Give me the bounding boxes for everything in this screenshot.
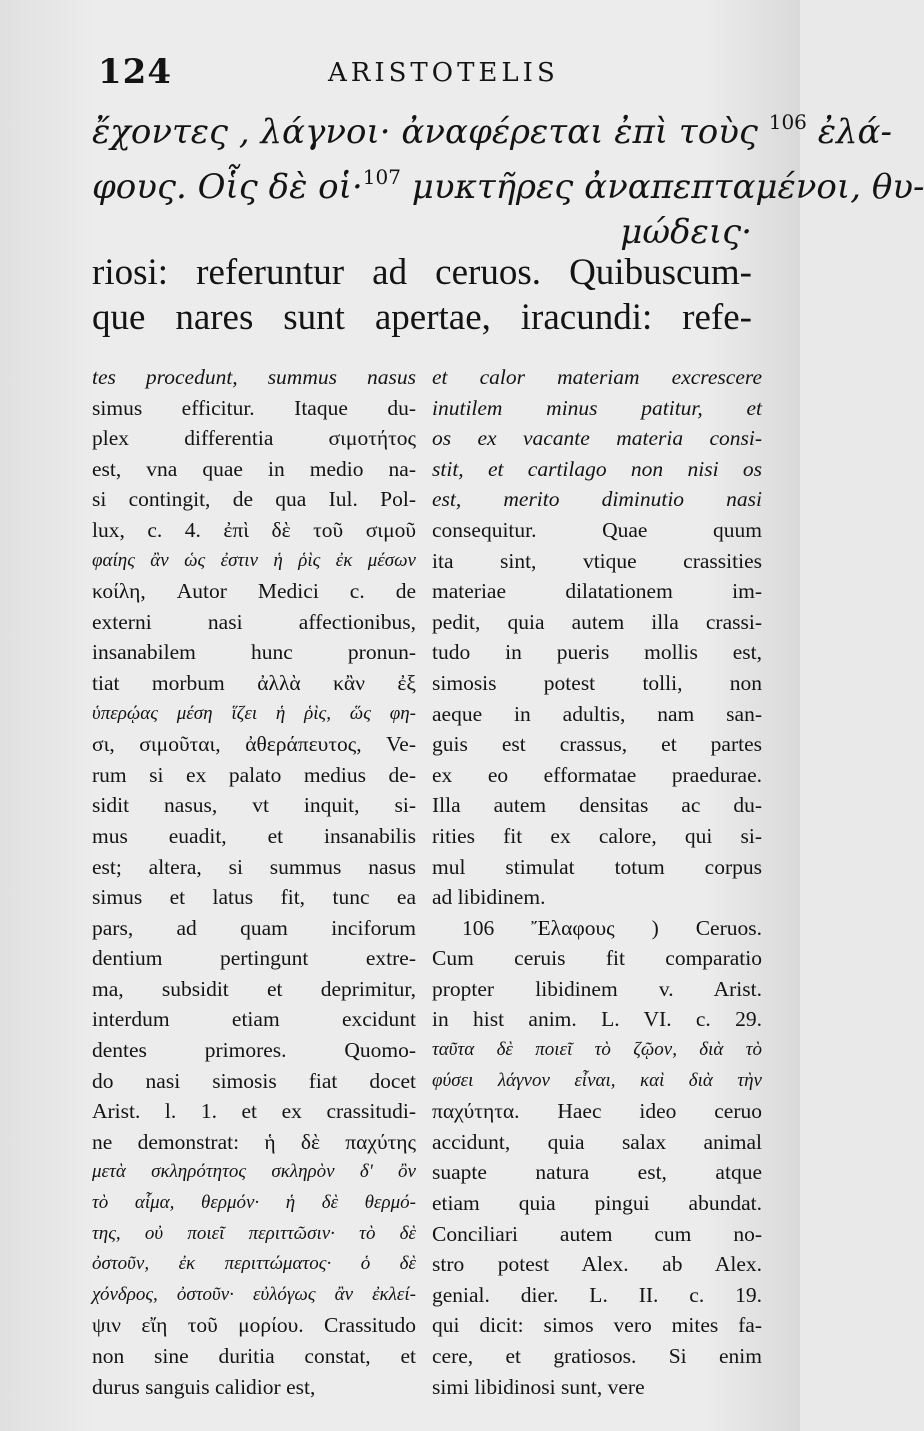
note-line: Illa autem densitas ac du-: [432, 793, 762, 818]
notes-column-left: [92, 362, 416, 1402]
note-line: etiam quia pingui abundat.: [432, 1191, 762, 1216]
note-line: est; altera, si summus nasus: [92, 854, 416, 879]
note-line: dentes primores. Quomo-: [92, 1038, 416, 1063]
note-line: pars, ad quam inciforum: [92, 915, 416, 940]
note-line: ita sint, vtique crassities: [432, 548, 762, 573]
note-line: in hist anim. L. VI. c. 29.: [432, 1007, 762, 1032]
note-line: σι, σιμοῦται, ἀθεράπευτος, Ve-: [92, 732, 416, 757]
note-line: accidunt, quia salax animal: [432, 1129, 762, 1154]
greek-line: ἔχοντες , λάγνοι· ἀναφέρεται ἐπὶ τοὺς $^{106}$ ἐλά-: [92, 110, 892, 152]
note-line: ma, subsidit et deprimitur,: [92, 976, 416, 1001]
note-line: aeque in adultis, nam san-: [432, 701, 762, 726]
note-line: suapte natura est, atque: [432, 1160, 762, 1185]
note-line: durus sanguis calidior est,: [92, 1374, 316, 1399]
note-line: os ex vacante materia consi-: [432, 426, 762, 451]
note-line: do nasi simosis fiat docet: [92, 1068, 416, 1093]
note-line: plex differentia σιμοτήτος: [92, 426, 416, 451]
note-line: sidit nasus, vt inquit, si-: [92, 793, 416, 818]
note-line: tiat morbum ἀλλὰ κἂν ἐξ: [92, 670, 416, 695]
notes-column-right: [432, 362, 762, 1402]
note-line: simi libidinosi sunt, vere: [432, 1374, 645, 1399]
note-line: simus efficitur. Itaque du-: [92, 395, 416, 420]
note-line: simosis potest tolli, non: [432, 670, 762, 695]
note-line: simus et latus fit, tunc ea: [92, 885, 416, 910]
greek-line: φους. Οἷς δὲ οἱ·$^{107}$ μυκτῆρες ἀναπεπταμένοι, θυ-: [92, 165, 924, 207]
note-line: est, merito diminutio nasi: [432, 487, 762, 512]
note-line: ad libidinem.: [432, 885, 546, 910]
note-line: τὸ αἷμα, θερμόν· ἡ δὲ θερμό-: [92, 1192, 416, 1214]
running-title: ARISTOTELIS: [328, 58, 559, 88]
note-line: μετὰ σκληρότητος σκληρὸν δ' ὂν: [92, 1161, 416, 1183]
latin-translation: [92, 250, 752, 340]
note-line: qui dicit: simos vero mites fa-: [432, 1313, 762, 1338]
note-line: Arist. l. 1. et ex crassitudi-: [92, 1099, 416, 1124]
note-line: κοίλη, Autor Medici c. de: [92, 579, 416, 604]
note-line: cere, et gratiosos. Si enim: [432, 1344, 762, 1368]
note-line: ὑπερῴας μέση ἵζει ἡ ῥὶς, ὥς φη-: [92, 702, 416, 724]
note-line: mus euadit, et insanabilis: [92, 823, 416, 848]
note-line: stit, et cartilago non nisi os: [432, 456, 762, 481]
note-line: pedit, quia autem illa crassi-: [432, 609, 762, 634]
note-line: χόνδρος, ὀστοῦν· εὐλόγως ἂν ἐκλεί-: [92, 1283, 416, 1305]
note-line: της, οὐ ποιεῖ περιττῶσιν· τὸ δὲ: [92, 1222, 416, 1244]
note-line: ταῦτα δὲ ποιεῖ τὸ ζῷον, διὰ τὸ: [432, 1039, 762, 1061]
page-number: 124: [98, 52, 172, 92]
note-line: Cum ceruis fit comparatio: [432, 946, 762, 971]
note-line: interdum etiam excidunt: [92, 1007, 416, 1032]
note-line: propter libidinem v. Arist.: [432, 976, 762, 1001]
note-line: lux, c. 4. ἐπὶ δὲ τοῦ σιμοῦ: [92, 517, 416, 542]
note-line: insanabilem hunc pronun-: [92, 640, 416, 665]
greek-line: μώδεις·: [620, 212, 752, 252]
running-head: [98, 52, 738, 92]
note-line: stro potest Alex. ab Alex.: [432, 1252, 762, 1277]
note-line: φύσει λάγνον εἶναι, καὶ διὰ τὴν: [432, 1069, 762, 1091]
greek-main-text: [92, 100, 924, 255]
note-line: φαίης ἂν ὡς ἐστιν ἡ ῥὶς ἐκ μέσων: [92, 549, 416, 571]
note-line: rum si ex palato medius de-: [92, 762, 416, 787]
note-line: tes procedunt, summus nasus: [92, 365, 416, 389]
latin-line: que nares sunt apertae, iracundi: refe-: [92, 297, 752, 338]
note-line: consequitur. Quae quum: [432, 517, 762, 542]
note-line: genial. dier. L. II. c. 19.: [432, 1282, 762, 1307]
footnote-ref: 106: [768, 110, 807, 134]
note-line: ne demonstrat: ἡ δὲ παχύτης: [92, 1129, 416, 1154]
note-line: mul stimulat totum corpus: [432, 854, 762, 879]
note-line: παχύτητα. Haec ideo ceruo: [432, 1099, 762, 1124]
latin-line: riosi: referuntur ad ceruos. Quibuscum-: [92, 252, 752, 293]
note-line: non sine duritia constat, et: [92, 1344, 416, 1368]
note-line: externi nasi affectionibus,: [92, 609, 416, 634]
note-line: guis est crassus, et partes: [432, 732, 762, 757]
note-line: ψιν εἴη τοῦ μορίου. Crassitudo: [92, 1313, 416, 1338]
note-line: 106 Ἔλαφους ) Ceruos.: [462, 915, 762, 940]
note-line: tudo in pueris mollis est,: [432, 640, 762, 665]
note-line: ex eo efformatae praedurae.: [432, 762, 762, 787]
note-line: ὀστοῦν, ἐκ περιττώματος· ὁ δὲ: [92, 1253, 416, 1275]
note-line: rities fit ex calore, qui si-: [432, 823, 762, 848]
footnote-ref: 107: [362, 165, 401, 189]
note-line: dentium pertingunt extre-: [92, 946, 416, 971]
note-line: materiae dilatationem im-: [432, 579, 762, 604]
note-line: si contingit, de qua Iul. Pol-: [92, 487, 416, 512]
note-line: inutilem minus patitur, et: [432, 395, 762, 420]
note-line: et calor materiam excrescere: [432, 365, 762, 389]
note-line: Conciliari autem cum no-: [432, 1221, 762, 1246]
note-line: est, vna quae in medio na-: [92, 456, 416, 481]
